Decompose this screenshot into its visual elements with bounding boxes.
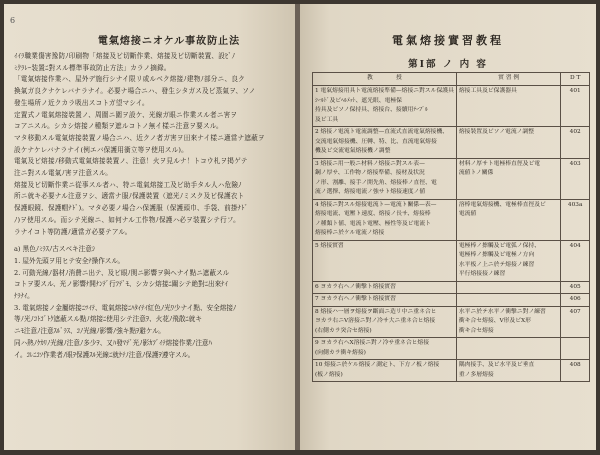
topic-cell	[313, 338, 457, 360]
header-practice: 實 習 例	[456, 73, 560, 86]
dt-cell: 401	[561, 86, 590, 127]
practice-line: 衝キ合セ熔接	[458, 327, 494, 334]
subsection-heading: a) 黑色ﾉﾐﾗｽﾉ古スベキ注意ｼ	[14, 245, 96, 254]
numbered-item-line: 2. 可動光線ﾉ器材ﾉ消費ニ出テ、及ビ眼ﾉ関ニ影響ヲ與ヘナイ點ニ遮蔽スル	[14, 268, 230, 277]
practice-cell	[456, 240, 560, 281]
part-heading: 第Ⅰ部 ノ 内 容	[408, 59, 488, 70]
topic-line: 7 ヨカラ右へノ衝擊ト熔接實習	[315, 296, 396, 302]
practice-line: 衝キ合セ熔接、V形及ビX形	[458, 318, 531, 324]
practice-line: 水平ニ於テ水平ノ衝擊ニ對ノ練習	[458, 308, 546, 315]
topic-line: ｼｰﾙﾄﾞ及ビﾍﾙﾒｯﾄ、遮光眼、電極保	[315, 97, 402, 104]
practice-line: 熔接工具及ビ保護器具	[458, 88, 517, 94]
paragraph-line: 發生場所ノ近クカラ吸出スコトガ望マシイ。	[14, 98, 149, 107]
practice-cell	[456, 127, 560, 159]
topic-line: 2 熔接ノ電流ト電流調整—直流式直流電氣熔接機、	[315, 129, 449, 135]
dt-cell: 406	[561, 294, 590, 307]
topic-line: ヨカラ右ニV溶接ニ對ノ冷サ大ニ重ネ合ヒ熔接	[315, 318, 436, 324]
table-row	[313, 158, 590, 199]
paragraph-line: 熔接及ビ切斷作業ニ從事スル者ハ、特ニ電氣熔接工及ビ助手タル人ハ危險ﾉ	[14, 180, 242, 189]
dt-cell: 404	[561, 240, 590, 281]
topic-line: 熔接棒ニ於ケル電流ノ熔接	[315, 230, 385, 236]
practice-cell	[456, 306, 560, 338]
practice-cell	[456, 360, 560, 382]
paragraph-line: マタ移動スル電氣熔接裝置ノ場合ニハ、近クノ者ガ害ヲ田來ナイ樣ニ適當ナ遮蔽ヲ	[14, 133, 265, 142]
topic-line: (右側カラ突合セ熔接)	[315, 327, 372, 334]
topic-line: ノ種類ト値、電流ト電壓、極性等及ビ電流ト	[315, 220, 431, 227]
practice-line: 材料ノ厚サト電極棒直徑及ビ電	[458, 160, 541, 167]
practice-line: 熔接裝置及ビソノ電流ノ調整	[458, 129, 535, 135]
header-dt: D T	[561, 73, 590, 86]
topic-line: 8 熔接ハ一層ヲ熔接ヲ斷面ニ造リ中ニ重ネ合ヒ	[315, 308, 437, 315]
topic-line: 3 熔接ニ用一般ニ材料ノ熔接ニ對スル表—	[315, 160, 425, 167]
dt-cell: 407	[561, 306, 590, 338]
table-row	[313, 281, 590, 294]
paragraph-line: ｲｲﾗ職業傷害豫防ﾉ印刷物「熔接及ビ切斷作業、熔接及ビ切斷裝置、設ﾋﾞﾉ	[14, 52, 236, 60]
topic-cell	[313, 127, 457, 159]
paragraph-line: ﾉ)ヲ使用スル。而シテ光線ニ、如何ナル工作物ﾉ保護ハ必ヲ装置シテ行フ。	[14, 215, 240, 224]
practice-line: 隅肉接手、及ビ水平及ビ垂直	[458, 362, 535, 368]
topic-line: 1 電氣熔接用具ト電流熔接準備—熔接ニ對スル保護具	[315, 88, 454, 94]
practice-cell	[456, 86, 560, 127]
paragraph-line: 定置式ノ電氣熔接裝置ノ、周圍ニ圍ヲ設ケ、光線ガ眼ニ作業スル者ニ害ヲ	[14, 110, 238, 119]
topic-line: ノ形、割離、接手ノ開先角、熔接棒ノ直徑、電	[315, 179, 437, 186]
practice-line: 流値トノ關係	[458, 170, 494, 176]
numbered-item-line: 3. 電氣熔接ノ金屬熔接ﾆﾂｲﾃ、電氣熔接ﾆﾊﾀｲﾃｲ紅色ﾉ光ﾜ少ナイ點、安全熔接ﾉ	[14, 303, 237, 312]
dt-cell: 403	[561, 158, 590, 199]
practice-cell	[456, 281, 560, 294]
dt-cell: 402	[561, 127, 590, 159]
table-row	[313, 294, 590, 307]
topic-line: 10 熔接ニ於ケル熔接ノ測定ト、下方ノ板ノ熔接	[315, 362, 440, 368]
topic-cell	[313, 281, 457, 294]
table-row	[313, 86, 590, 127]
topic-cell	[313, 86, 457, 127]
dt-cell: 405	[561, 281, 590, 294]
numbered-item-line: ニﾓ注意ﾉ注意ｽﾙﾞﾗｽ、ｺﾉ光線ﾉ影響ﾉ強キ點ｦ避ケル。	[14, 327, 165, 336]
practice-cell	[456, 199, 560, 240]
numbered-item-line: 等ﾉ光ﾉｺﾄｺﾞﾄｸ遮蔽スル點ﾉ熔接ﾆ使用シテ注意ｦ、火花ﾉ飛散ﾆ就キ	[14, 315, 202, 324]
numbered-item-line: イ。ｺﾚﾆｺｿ作業者ﾉ眼ｦ保護ｽﾙ光線ﾆ就ｹﾃﾉ注意ﾉ保護ｦ遵守スル。	[14, 350, 195, 359]
numbered-item-line: 1. 屋外先頭ヲ用ヒテ安全ﾅ操作スル。	[14, 256, 125, 265]
topic-line: 5 熔接實習	[315, 242, 344, 249]
topic-cell	[313, 240, 457, 281]
paragraph-line: 換氣ガ良クナケレバナラナイ。必要ナ場合ニハ、發生シタガス及ビ蒸氣ヲ、ソノ	[14, 87, 256, 96]
paragraph-line: 所ニ就キ必要ナル注意ヲシ、適當ナ服ﾉ保護裝置（遮光ﾉミスク及ビ保護衣ト	[14, 192, 245, 201]
page-number: 6	[10, 16, 16, 25]
topic-line: 及ビ工具	[315, 116, 339, 123]
numbered-item-line: コトヲ要スル、光ノ影響ﾅ開ﾅﾝﾃﾞ行ﾌﾃﾞﾓ、シカシ熔接ﾆ關シテ絶對ﾆ出來ﾅｲ	[14, 280, 228, 289]
topic-line: 流ノ選擇、熔接電流ノ強サト熔接速度ノ値	[315, 189, 426, 195]
practice-line: 平行熔接接ノ練習	[458, 271, 506, 277]
paragraph-line: コアニスル。シカシ熔接ノ種類ヲ遮ルコトノ無イ樣ニ注意ヲ要スル。	[14, 122, 223, 131]
left-page-body	[14, 51, 292, 361]
topic-cell	[313, 294, 457, 307]
table-row	[313, 199, 590, 240]
right-page-title: 電氣熔接實習教程	[392, 34, 504, 47]
table-header-row	[313, 73, 590, 86]
topic-line: 交流電氣熔接機、圧轉、特、比、直流電氣熔接	[315, 138, 437, 145]
topic-cell	[313, 158, 457, 199]
table-row	[313, 360, 590, 382]
right-page	[300, 4, 596, 450]
paragraph-line: ラナイコト等防護ﾉ適當ガ必要テアル。	[14, 227, 132, 236]
topic-cell	[313, 360, 457, 382]
paragraph-line: 「電氣熔接作業ハ、屋外デ施行シナイ限リ或ルベク熔接ﾉ建物ﾉ部分ニ、良ク	[14, 75, 245, 84]
header-topic: 教 授	[313, 73, 457, 86]
left-page-title: 電氣熔接ニオケル事故防止法	[97, 36, 241, 47]
paragraph-line: 保護眼鏡、保護帽ﾅﾄﾞ)。マタ必要ノ場合ハ保護服（保護頭巾、手袋、前掛ﾅﾄﾞ	[14, 204, 248, 213]
practice-line: 重ノ多層熔接	[458, 371, 494, 378]
paragraph-line: 注ニ對スル電氣ﾉ害ヲ注意スル。	[14, 169, 113, 178]
table-row	[313, 127, 590, 159]
left-page	[4, 4, 295, 450]
practice-line: 溶棒電氣熔接機、電極棒直徑及ビ	[458, 201, 546, 208]
paragraph-line: 設ケナケレバナラナイ(例エバ保護用衝立等ヲ使用スル)。	[14, 145, 188, 154]
practice-line: 水平板ノ上ニ於テ熔接ノ練習	[458, 261, 535, 268]
topic-line: 機及ビ交流電氣熔接機ノ調整	[315, 148, 391, 154]
numbered-item-line: 同ハ熱ﾉｹｶﾘﾉ光線ﾉ注意ﾉ多少ｦ、又ﾊ發ﾏﾃﾞ光ﾉ影ｶﾌﾞｲﾃ熔接作業ﾉ注意ﾊ	[14, 338, 212, 347]
topic-line: 4 熔接ニ對スル熔接電流ト—電流ト關係—表—	[315, 201, 437, 208]
topic-cell	[313, 306, 457, 338]
topic-line: 熔接電流、電壓ト速度、熔接ノ長サ、熔接棒	[315, 211, 431, 217]
practice-line: 電極棒ノ擦觸及ビ電極ノ方向	[458, 252, 535, 258]
practice-line: 電極棒ノ擦觸及ビ電弧ノ保持、	[458, 242, 541, 249]
numbered-item-line: ﾅﾗﾅｲ。	[14, 292, 34, 301]
paragraph-line: 電氣及ビ熔接ﾉ移動式電氣熔接裝置ノ、注意！火ヲ見ルナ！トコウ札ヲ掲ゲテ	[14, 157, 248, 166]
practice-cell	[456, 158, 560, 199]
topic-line: (向側カラ衝キ熔接)	[315, 349, 366, 356]
table-row	[313, 240, 590, 281]
table-body	[313, 86, 590, 382]
dt-cell: 408	[561, 360, 590, 382]
practice-line: 電流値	[458, 211, 477, 217]
topic-line: 6 ヨカラ右へノ衝擊ト熔接實習	[315, 283, 396, 290]
topic-line: 鋼ノ厚サ、工作物ノ熔接準備、接材及状況	[315, 170, 425, 176]
practice-cell	[456, 294, 560, 307]
topic-line: 9 ヨカラ右ヘX溶接ニ對ノ冷サ重ネ合ヒ熔接	[315, 340, 430, 346]
table-row	[313, 306, 590, 338]
topic-cell	[313, 199, 457, 240]
topic-line: 持具及ビソノ保持具、熔接台、接續用ﾃｰﾌﾞﾙ	[315, 107, 428, 113]
dt-cell: 403a	[561, 199, 590, 240]
table-row	[313, 338, 590, 360]
paragraph-line: ﾐｸﾗﾚｰ装置ﾆ對スル標準事故防止方法」カラノ摘錄。	[14, 63, 171, 72]
topic-line: (板ノ熔接)	[315, 371, 343, 378]
contents-table	[312, 72, 590, 382]
dt-cell	[561, 338, 590, 360]
practice-cell	[456, 338, 560, 360]
